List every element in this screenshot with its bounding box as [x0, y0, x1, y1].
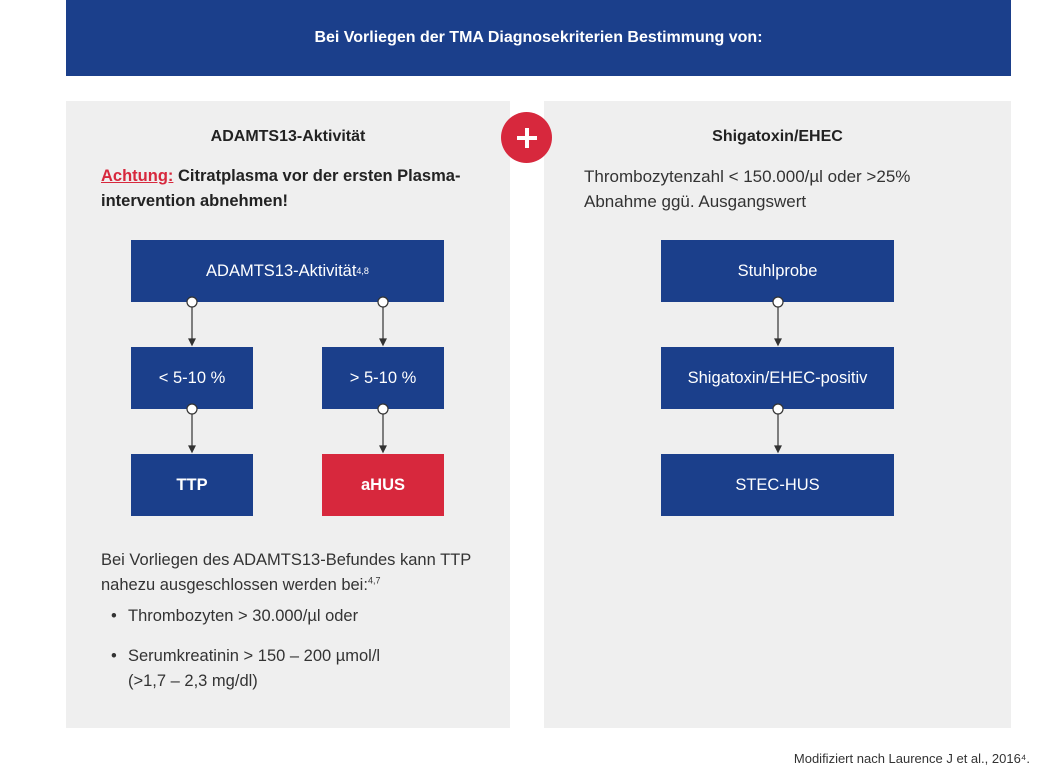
connector-arrow: [189, 302, 195, 345]
connector-arrow: [380, 409, 386, 452]
connector-node: [773, 404, 783, 414]
connector-arrow: [189, 409, 195, 452]
connector-arrow: [775, 302, 781, 345]
connector-node: [378, 404, 388, 414]
box-label: < 5-10 %: [158, 368, 226, 387]
box-label: STEC-HUS: [735, 475, 820, 494]
panel-title-adamts13: ADAMTS13-Aktivität: [210, 128, 366, 145]
box-label: aHUS: [360, 475, 405, 494]
warning-label: Achtung:: [101, 167, 174, 185]
bullet-dot: •: [111, 647, 117, 665]
connector-node: [187, 297, 197, 307]
box-label: TTP: [176, 475, 208, 494]
connector-node: [773, 297, 783, 307]
note-ref: 4,7: [367, 575, 381, 586]
box-adamts13-activity: ADAMTS13-Aktivität 4,8: [131, 240, 444, 302]
box-label: Stuhlprobe: [737, 261, 818, 280]
box-label: Shigatoxin/EHEC-positiv: [687, 368, 868, 387]
box-label: > 5-10 %: [349, 368, 417, 387]
bullet-dot: •: [111, 607, 117, 625]
platelet-criterion: Thrombozytenzahl < 150.000/µl oder >25% Abnahme ggü. Ausgangswert: [584, 167, 911, 211]
note-text: Bei Vorliegen des ADAMTS13-Befundes kann TTP nahezu ausgeschlossen werden bei:: [101, 551, 471, 594]
bullet-text: Serumkreatinin > 150 – 200 µmol/l: [128, 647, 381, 665]
source-footnote: Modifiziert nach Laurence J et al., 2016⁴.: [793, 751, 1030, 766]
connector-node: [187, 404, 197, 414]
warning-message: Citratplasma vor der ersten Plasma-intervention abnehmen!: [101, 167, 461, 210]
panel-title-shigatoxin: Shigatoxin/EHEC: [712, 128, 843, 145]
header-title: Bei Vorliegen der TMA Diagnosekriterien Bestimmung von:: [314, 29, 763, 46]
connector-arrow: [380, 302, 386, 345]
bullet-text: Thrombozyten > 30.000/µl oder: [128, 607, 359, 625]
box-label: ADAMTS13-Aktivität: [206, 261, 357, 280]
connector-arrow: [775, 409, 781, 452]
bullet-text-continuation: (>1,7 – 2,3 mg/dl): [128, 672, 258, 690]
connector-node: [378, 297, 388, 307]
